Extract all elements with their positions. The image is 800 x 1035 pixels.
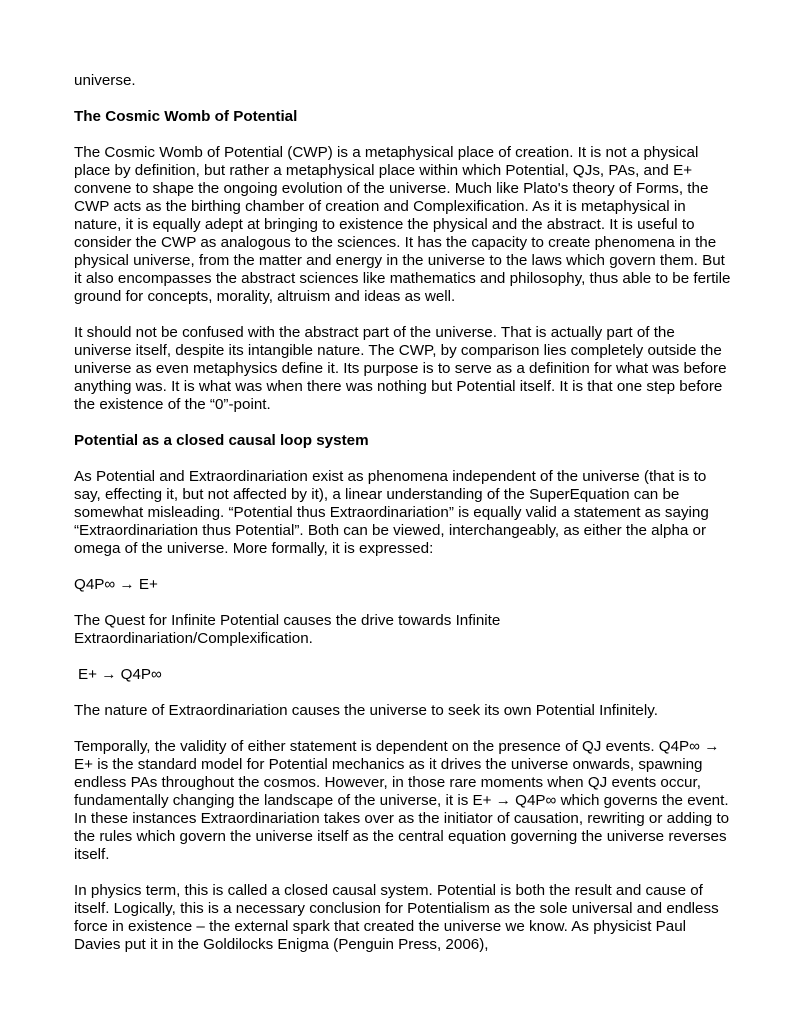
paragraph-potential-extraordinariation: As Potential and Extraordinariation exist as phenomena independent of the universe (that is to say, effecting it, but not affected by it), a linear understanding of the SuperEquation can be somewhat misleading. “Potential thus Extraordinariation” is equally valid a statement as saying “Extraordinariation thus Potential”. Both can be viewed, interchangeably, as either the alpha or omega of the universe. More formally, it is expressed:	[74, 468, 714, 557]
equation-q4p-to-e: Q4P∞ → E+	[74, 576, 158, 593]
document-page	[74, 72, 734, 972]
paragraph-temporal-validity: Temporally, the validity of either statement is dependent on the presence of QJ events. Q4P∞ → E+ is the standard model for Potential mechanics as it drives the universe onwards, spawning endless PAs throughout the cosmos. However, in those rare moments when QJ events occur, fundamentally changing the landscape of the universe, it is E+ → Q4P∞ which governs the event. In these instances Extraordinariation takes over as the initiator of causation, rewriting or adding to the rules which govern the universe itself as the central equation governing the universe reverses itself.	[74, 738, 734, 863]
paragraph-quest-infinite-potential: The Quest for Infinite Potential causes the drive towards Infinite Extraordinariation/Complexification.	[74, 612, 505, 647]
heading-closed-causal-loop: Potential as a closed causal loop system	[74, 432, 369, 449]
paragraph-universe-continuation: universe.	[74, 72, 136, 89]
paragraph-cwp-definition: The Cosmic Womb of Potential (CWP) is a metaphysical place of creation. It is not a physical place by definition, but rather a metaphysical place within which Potential, QJs, PAs, and E+ convene to shape the ongoing evolution of the universe. Much like Plato's theory of Forms, the CWP acts as the birthing chamber of creation and Complexification. As it is metaphysical in nature, it is equally adept at bringing to existence the physical and the abstract. It is useful to consider the CWP as analogous to the sciences. It has the capacity to create phenomena in the physical universe, from the matter and energy in the universe to the laws which govern them. But it also encompasses the abstract sciences like mathematics and philosophy, thus able to be fertile ground for concepts, morality, altruism and ideas as well.	[74, 144, 735, 305]
paragraph-closed-causal-system: In physics term, this is called a closed causal system. Potential is both the result and cause of itself. Logically, this is a necessary conclusion for Potentialism as the sole universal and endless force in existence – the external spark that created the universe we know. As physicist Paul Davies put it in the Goldilocks Enigma (Penguin Press, 2006),	[74, 882, 723, 953]
paragraph-nature-extraordinariation: The nature of Extraordinariation causes the universe to seek its own Potential Infinitely.	[74, 702, 658, 719]
paragraph-cwp-abstract: It should not be confused with the abstract part of the universe. That is actually part of the universe itself, despite its intangible nature. The CWP, by comparison lies completely outside the universe as even metaphysics define it. Its purpose is to serve as a definition for what was before anything was. It is what was when there was nothing but Potential itself. It is that one step before the existence of the “0”-point.	[74, 324, 731, 413]
equation-e-to-q4p: E+ → Q4P∞	[78, 666, 162, 683]
heading-cosmic-womb: The Cosmic Womb of Potential	[74, 108, 298, 125]
